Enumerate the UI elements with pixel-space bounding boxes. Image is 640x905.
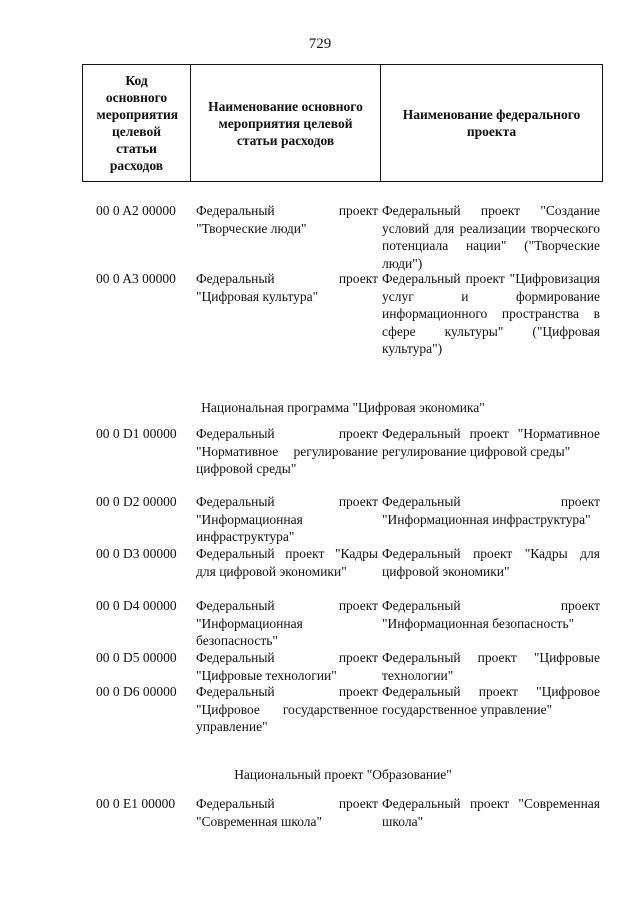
row-project: Федеральный проект "Цифровизация услуг и формирование информационного пространства в сфере культуры" ("Цифровая культура") [382, 271, 600, 357]
table-row [96, 425, 600, 478]
row-project: Федеральный проект "Кадры для цифровой экономики" [382, 546, 600, 579]
table-row [96, 597, 600, 650]
row-name: Федеральный проект "Цифровая культура" [196, 271, 378, 304]
row-project: Федеральный проект "Информационная инфраструктура" [382, 494, 600, 527]
header-code-column: Код основного мероприятия целевой статьи расходов [83, 65, 191, 181]
row-project: Федеральный проект "Современная школа" [382, 796, 600, 829]
row-name: Федеральный проект "Цифровое государственное управление" [196, 684, 378, 735]
row-project: Федеральный проект "Создание условий для реализации творческого потенциала нации" ("Творческие люди") [382, 203, 600, 271]
row-code: 00 0 E1 00000 [96, 796, 176, 811]
row-code: 00 0 A3 00000 [96, 271, 176, 286]
row-name: Федеральный проект "Творческие люди" [196, 203, 378, 236]
row-code: 00 0 A2 00000 [96, 203, 176, 218]
row-name: Федеральный проект "Кадры для цифровой экономики" [196, 546, 378, 579]
table-row [96, 493, 600, 546]
table-row [96, 649, 600, 684]
header-project-column: Наименование федерального проекта [402, 107, 581, 139]
page-number: 729 [308, 36, 332, 52]
row-name: Федеральный проект "Цифровые технологии" [196, 650, 378, 683]
row-code: 00 0 D3 00000 [96, 546, 177, 561]
table-row [96, 270, 600, 358]
row-project: Федеральный проект "Информационная безопасность" [382, 598, 600, 631]
section-title-digital-economy: Национальная программа "Цифровая экономика" [201, 400, 485, 415]
row-name: Федеральный проект "Современная школа" [196, 796, 378, 829]
row-name: Федеральный проект "Информационная безопасность" [196, 598, 378, 649]
row-code: 00 0 D4 00000 [96, 598, 177, 613]
table-row [96, 202, 600, 272]
section-title-education: Национальный проект "Образование" [234, 767, 452, 782]
header-name-column: Наименование основного мероприятия целевой статьи расходов [191, 65, 381, 181]
table-row [96, 795, 600, 830]
table-header [82, 64, 603, 182]
row-code: 00 0 D2 00000 [96, 494, 177, 509]
row-project: Федеральный проект "Цифровые технологии" [382, 650, 600, 683]
row-code: 00 0 D1 00000 [96, 426, 177, 441]
row-project: Федеральный проект "Нормативное регулирование цифровой среды" [382, 426, 600, 459]
row-code: 00 0 D5 00000 [96, 650, 177, 665]
row-name: Федеральный проект "Информационная инфраструктура" [196, 494, 378, 545]
row-project: Федеральный проект "Цифровое государственное управление" [382, 684, 600, 717]
table-row [96, 683, 600, 736]
table-row [96, 545, 600, 580]
row-code: 00 0 D6 00000 [96, 684, 177, 699]
row-name: Федеральный проект "Нормативное регулирование цифровой среды" [196, 426, 378, 477]
